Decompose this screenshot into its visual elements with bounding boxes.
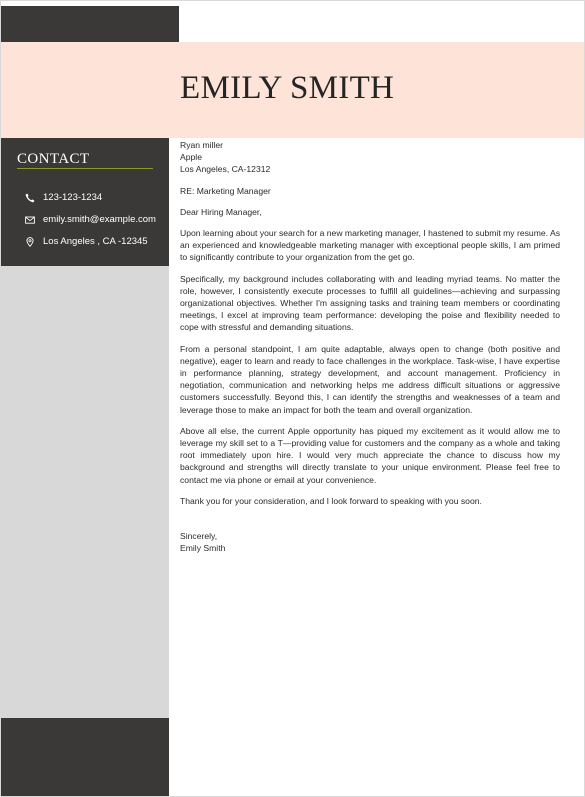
letter-signature: Emily Smith: [180, 543, 226, 554]
letter-paragraph: Upon learning about your search for a new marketing manager, I hastened to submit my resume. As an experienced and knowledgeable marketing manager with exceptional people skills, I am primed to significantly contribute to your organization from the get go.: [180, 228, 560, 263]
contact-address: [25, 236, 148, 247]
recipient-city: Los Angeles, CA-12312: [180, 164, 271, 175]
top-dark-block: [1, 6, 179, 42]
letter-paragraph: Above all else, the current Apple opportunity has piqued my excitement as it would allow me to leverage my skill set to a T—providing value for customers and the company as a whole and taking root immediately upon hire. I would very much appreciate the chance to discuss how my background and strengths will directly translate to your unique environment. Please feel free to contact me via phone or email at your convenience.: [180, 425, 560, 485]
contact-phone: [25, 192, 102, 203]
email-text: emily.smith@example.com: [43, 214, 156, 225]
address-text: Los Angeles , CA -12345: [43, 236, 148, 247]
recipient-name: Ryan miller: [180, 140, 223, 150]
phone-text: 123-123-1234: [43, 192, 103, 203]
contact-panel: [1, 138, 169, 266]
location-icon: [25, 237, 35, 247]
contact-email: [25, 214, 156, 225]
letter-subject: RE: Marketing Manager: [180, 185, 271, 196]
phone-icon: [25, 193, 35, 203]
contact-divider: [17, 168, 153, 169]
applicant-name: EMILY SMITH: [180, 70, 395, 106]
contact-heading: CONTACT: [17, 151, 90, 167]
recipient-block: [180, 139, 560, 176]
email-icon: [25, 215, 35, 225]
letter-body: [180, 139, 560, 554]
recipient-company: Apple: [180, 152, 202, 163]
letter-sign-off: Sincerely,: [180, 531, 218, 542]
bottom-dark-block: [1, 718, 169, 796]
letter-salutation: Dear Hiring Manager,: [180, 206, 262, 217]
sidebar-background: [1, 266, 169, 718]
letter-paragraph: Specifically, my background includes collaborating with and leading myriad teams. No matter the role, however, I consistently execute processes to fulfill all guidelines—achieving and surpassing organizational objectives. Whether I'm assigning tasks and training team members or coordinating meetings, I excel at improving team performance: developing the poise and flexibility needed to cope with stressful and demanding situations.: [180, 273, 560, 333]
letter-thanks: Thank you for your consideration, and I look forward to speaking with you soon.: [180, 495, 482, 506]
letter-paragraph: From a personal standpoint, I am quite adaptable, always open to change (both positive and negative), eager to learn and ready to face challenges in the workplace. Task-wise, I have expertise in performance planning, strategy development, and account management. Proficiency in negotiation, communication and networking helps me address difficult situations or aggressive customers successfully. Beyond this, I can identify the strengths and weaknesses of a team and leverage those to make an impact for both the team and overall organization.: [180, 343, 560, 415]
